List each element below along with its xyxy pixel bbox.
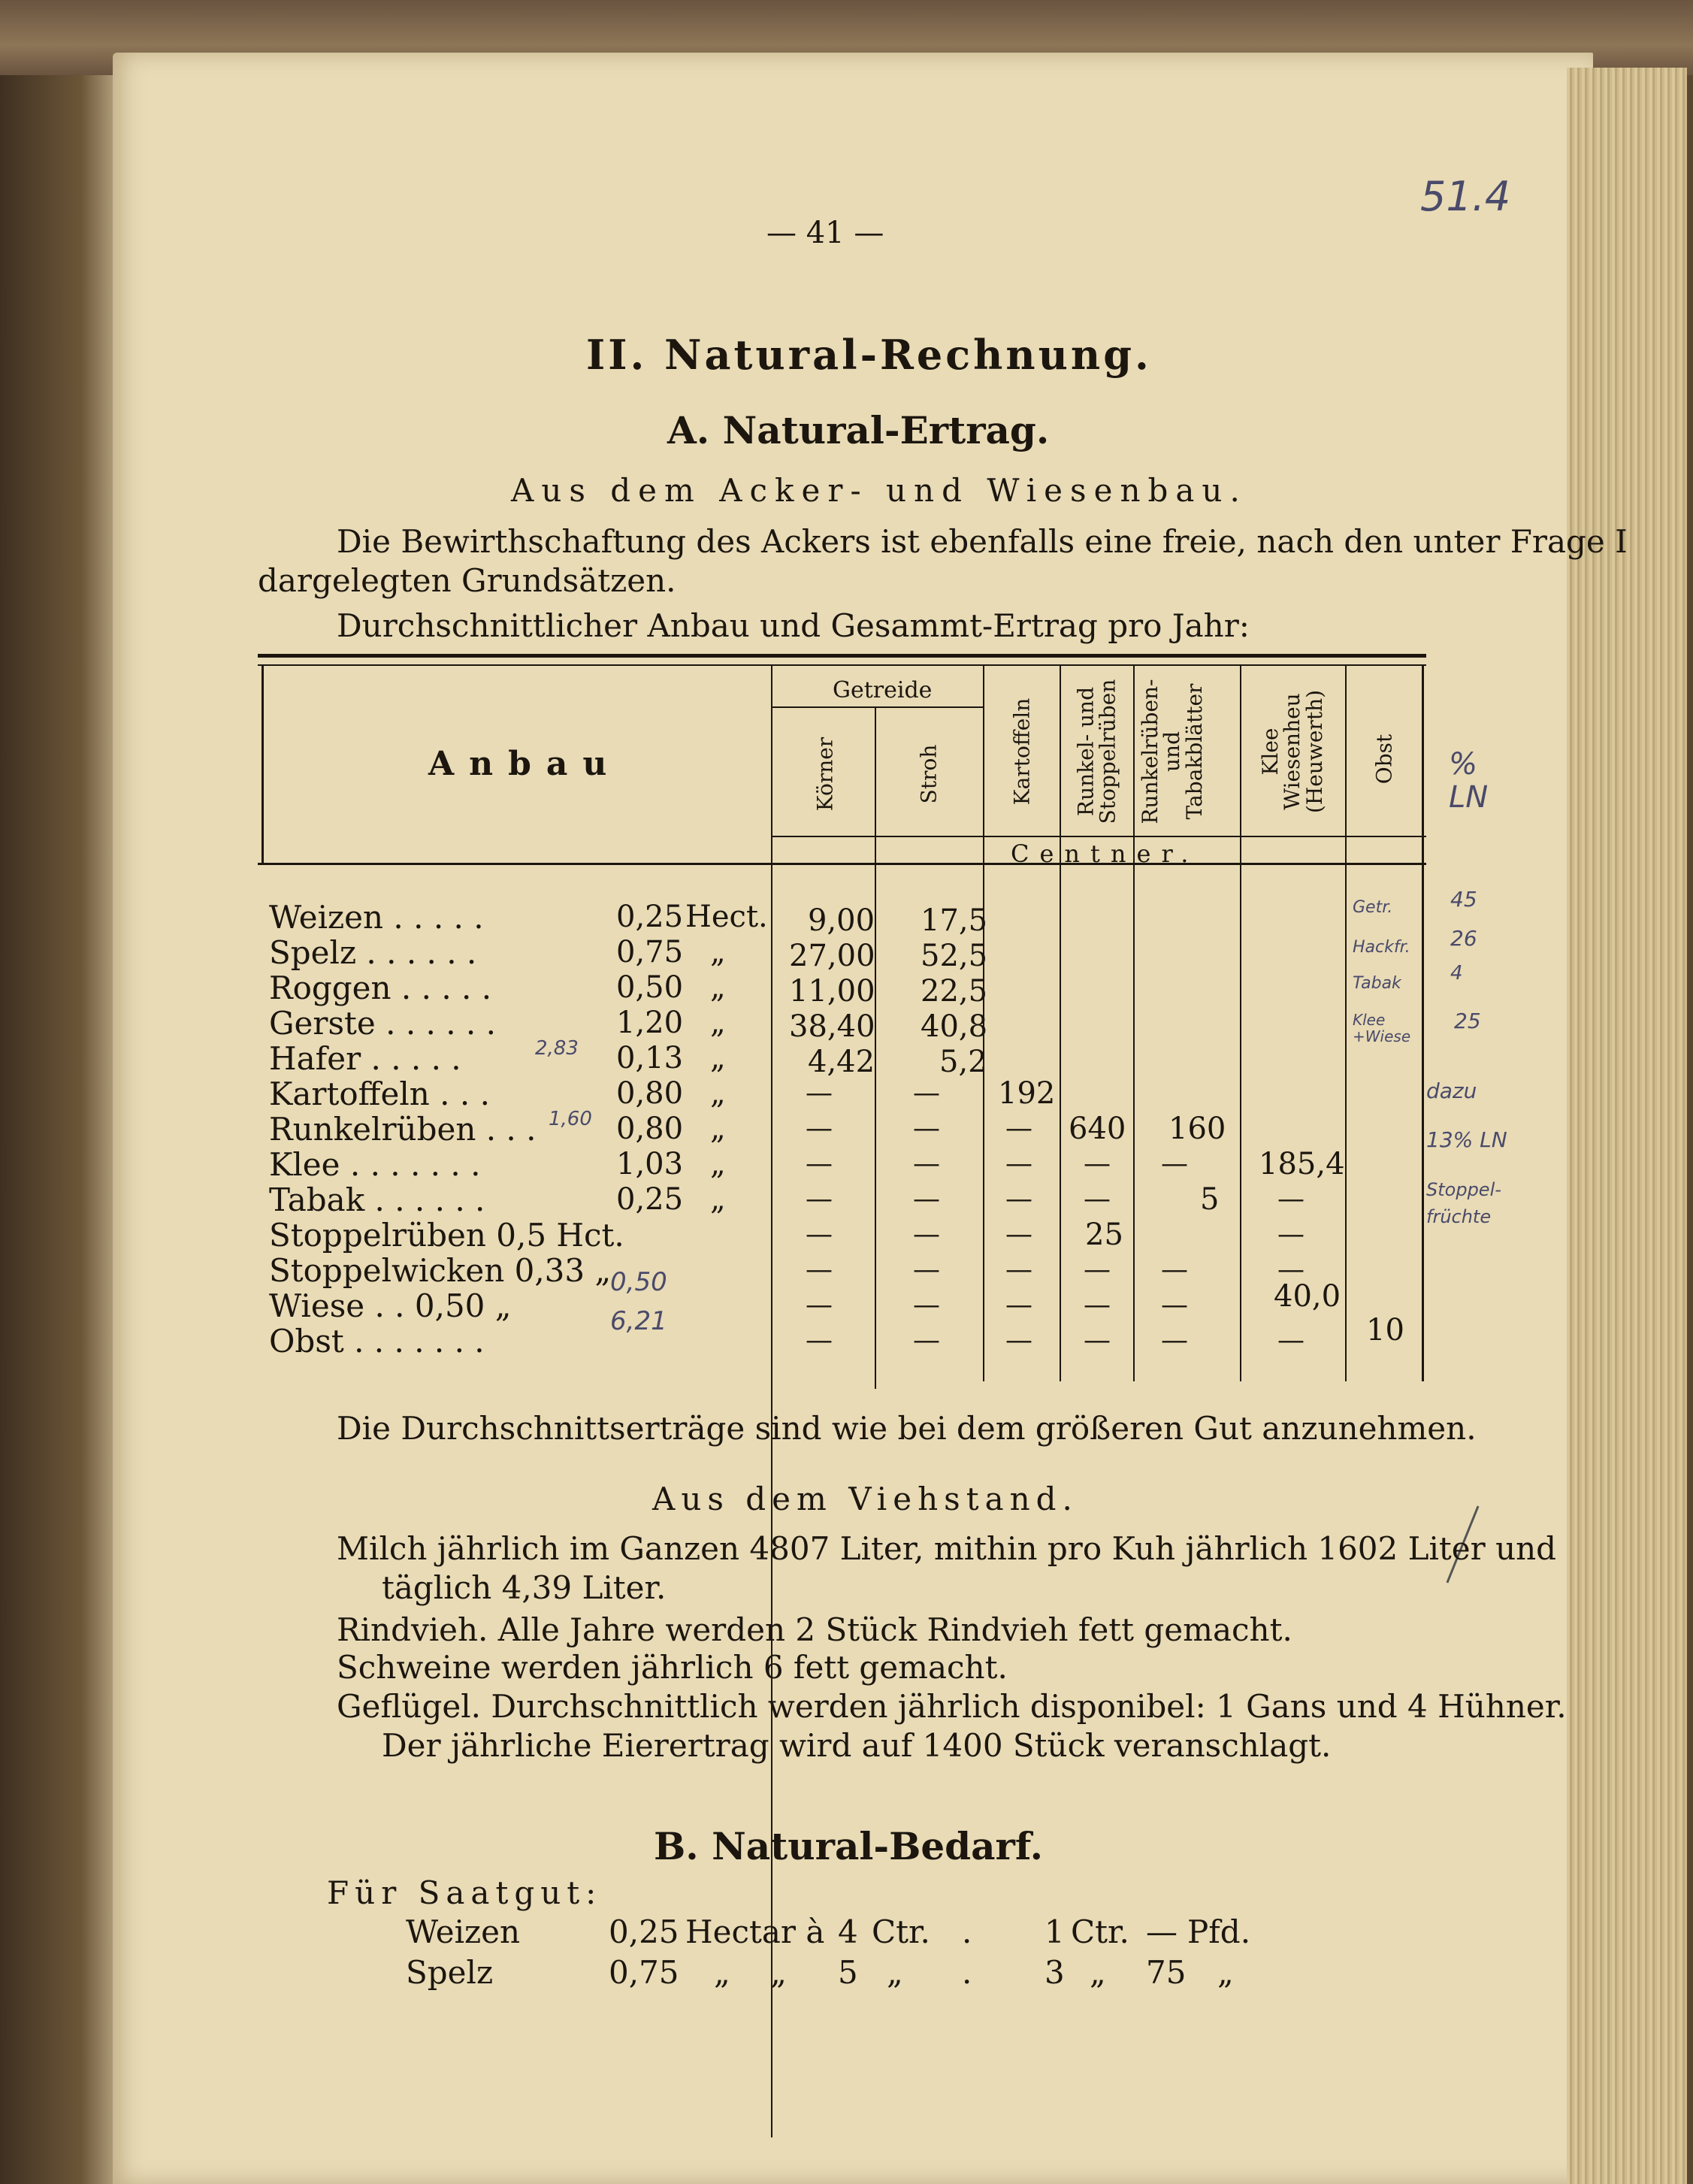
dash-cell: — — [1005, 1113, 1032, 1144]
vieh-line2: täglich 4,39 Liter. — [382, 1569, 667, 1606]
kartoffeln-cell: 192 — [998, 1076, 1056, 1111]
row-label: Weizen . . . . . — [269, 899, 484, 936]
dash-cell: — — [1277, 1184, 1305, 1215]
heading-b: B. Natural-Bedarf. — [654, 1824, 1044, 1868]
klee-cell: 40,0 — [1274, 1279, 1341, 1314]
note-getr: Getr. — [1353, 898, 1393, 917]
dash-cell: — — [913, 1254, 940, 1285]
vieh-line3: Rindvieh. Alle Jahre werden 2 Stück Rindvieh fett gemacht. — [337, 1611, 1292, 1648]
dash-cell: — — [1161, 1254, 1188, 1285]
dash-cell: — — [806, 1219, 833, 1250]
stroh-cell: 17,5 — [921, 903, 988, 938]
col-header-koerner: Körner — [812, 737, 838, 812]
dash-cell: — — [913, 1325, 940, 1356]
dash-cell: — — [806, 1290, 833, 1320]
dash-cell: — — [806, 1148, 833, 1179]
dash-cell: — — [913, 1219, 940, 1250]
handwritten-page-ref: 51.4 — [1420, 173, 1511, 220]
dash-cell: — — [1084, 1184, 1111, 1215]
row-label: Obst . . . . . . . — [269, 1323, 485, 1360]
stroh-cell: 52,5 — [921, 939, 988, 973]
subheading-vieh: Aus dem Viehstand. — [652, 1481, 1078, 1517]
para1-line2: dargelegten Grundsätzen. — [258, 562, 676, 599]
subheading-acker: Aus dem Acker- und Wiesenbau. — [511, 472, 1247, 509]
dash-cell: — — [1161, 1325, 1188, 1356]
saatgut-qty: 3 — [1045, 1954, 1065, 1991]
note-hafer-area: 2,83 — [535, 1037, 579, 1060]
unit-cell: „ — [710, 1182, 726, 1217]
note-klee-val: 25 — [1454, 1009, 1481, 1033]
saatgut-rate-unit: „ — [887, 1954, 903, 1991]
unit-cell: Hect. — [685, 900, 768, 934]
stroh-cell: 40,8 — [921, 1009, 988, 1044]
heading-main: II. Natural-Rechnung. — [586, 331, 1152, 379]
dash-cell: — — [1084, 1148, 1111, 1179]
area-cell: 0,80 — [616, 1076, 684, 1111]
dash-cell: — — [1005, 1290, 1032, 1320]
vieh-line4: Schweine werden jährlich 6 fett gemacht. — [337, 1649, 1008, 1686]
dash-cell: — — [1005, 1219, 1032, 1250]
dash-cell: — — [1084, 1254, 1111, 1285]
saatgut-pfd: 75 — [1146, 1954, 1187, 1991]
saatgut-name: Spelz — [406, 1954, 494, 1991]
saatgut-label: Für Saatgut: — [327, 1874, 603, 1911]
klee-cell: 185,4 — [1259, 1147, 1345, 1181]
col-header-stroh: Stroh — [916, 744, 942, 804]
blaetter-cell: 160 — [1168, 1112, 1226, 1146]
row-label: Klee . . . . . . . — [269, 1146, 481, 1183]
koerner-cell: 38,40 — [789, 1009, 875, 1044]
note-dazu: dazu — [1426, 1078, 1477, 1103]
row-label: Tabak . . . . . . — [269, 1181, 485, 1218]
dash-cell: — — [913, 1184, 940, 1215]
row-label: Spelz . . . . . . — [269, 934, 477, 971]
note-dazu-pct: 13% LN — [1426, 1127, 1507, 1152]
dash-cell: — — [806, 1113, 833, 1144]
koerner-cell: 27,00 — [789, 939, 875, 973]
saatgut-unit: „ „ — [714, 1954, 787, 1991]
stroh-cell: 22,5 — [921, 974, 988, 1009]
dash-cell: — — [806, 1325, 833, 1356]
unit-cell: „ — [710, 935, 726, 969]
vieh-line5: Geflügel. Durchschnittlich werden jährlich disponibel: 1 Gans und 4 Hühner. — [337, 1688, 1567, 1725]
note-pct-ln: % LN — [1449, 747, 1489, 815]
col-header-klee-wiesen: Klee Wiesenheu (Heuwerth) — [1257, 689, 1327, 814]
unit-cell: „ — [710, 970, 726, 1005]
dash-cell: — — [806, 1078, 833, 1109]
note-hackfr: Hackfr. — [1353, 938, 1410, 957]
note-hackfr-val: 26 — [1450, 926, 1477, 951]
col-header-obst: Obst — [1371, 734, 1397, 785]
saatgut-dot: . — [962, 1913, 972, 1950]
unit-cell: „ — [710, 1112, 726, 1146]
saatgut-pfd-unit: „ — [1217, 1954, 1234, 1991]
note-runkel-area: 1,60 — [549, 1108, 592, 1130]
saatgut-pfd: — — [1146, 1913, 1178, 1950]
note-tabak-val: 4 — [1450, 962, 1463, 985]
unit-cell: „ — [710, 1041, 726, 1075]
unit-row: Centner. — [1011, 839, 1199, 868]
para2: Durchschnittlicher Anbau und Gesammt-Ertrag pro Jahr: — [337, 607, 1250, 644]
koerner-cell: 11,00 — [789, 974, 875, 1009]
area-cell: 1,20 — [616, 1006, 684, 1040]
col-header-getreide: Getreide — [833, 677, 933, 703]
saatgut-unit: Hectar à — [685, 1913, 825, 1950]
dash-cell: — — [1005, 1325, 1032, 1356]
heading-a: A. Natural-Ertrag. — [667, 408, 1050, 452]
note-wiese: 0,50 — [610, 1267, 667, 1297]
unit-cell: „ — [710, 1147, 726, 1181]
note-stoppel: Stoppel- früchte — [1426, 1179, 1501, 1227]
row-label: Runkelrüben . . . — [269, 1111, 537, 1148]
saatgut-area: 0,25 — [609, 1913, 679, 1950]
note-tabak: Tabak — [1353, 974, 1401, 993]
note-klee: Klee +Wiese — [1353, 1011, 1411, 1045]
koerner-cell: 4,42 — [808, 1045, 875, 1079]
saatgut-qty-unit: Ctr. — [1071, 1913, 1129, 1950]
saatgut-dot: . — [962, 1954, 972, 1991]
row-label: Kartoffeln . . . — [269, 1075, 490, 1112]
dash-cell: — — [806, 1184, 833, 1215]
dash-cell: — — [913, 1113, 940, 1144]
saatgut-rate-unit: Ctr. — [872, 1913, 930, 1950]
area-cell: 0,50 — [616, 970, 684, 1005]
dash-cell: — — [1161, 1290, 1188, 1320]
para3: Die Durchschnittserträge sind wie bei dem größeren Gut anzunehmen. — [337, 1410, 1477, 1447]
row-label: Hafer . . . . . — [269, 1040, 461, 1077]
col-header-anbau: Anbau — [428, 745, 622, 783]
runkel-cell: 25 — [1085, 1218, 1123, 1252]
dash-cell: — — [1084, 1325, 1111, 1356]
area-cell: 0,80 — [616, 1112, 684, 1146]
dash-cell: — — [1277, 1254, 1305, 1285]
saatgut-qty: 1 — [1045, 1913, 1065, 1950]
row-label: Wiese . . 0,50 „ — [269, 1287, 512, 1324]
para1-line1: Die Bewirthschaftung des Ackers ist ebenfalls eine freie, nach den unter Frage I — [337, 523, 1628, 560]
stroh-cell: 5,2 — [939, 1045, 987, 1079]
area-cell: 1,03 — [616, 1147, 684, 1181]
dash-cell: — — [806, 1254, 833, 1285]
page-edges — [1567, 68, 1687, 2184]
saatgut-name: Weizen — [406, 1913, 521, 1950]
col-header-runkel-stoppel: Runkel- und Stoppelrüben — [1073, 679, 1120, 824]
vieh-line1: Milch jährlich im Ganzen 4807 Liter, mithin pro Kuh jährlich 1602 Liter und — [337, 1530, 1557, 1567]
saatgut-area: 0,75 — [609, 1954, 679, 1991]
col-header-kartoffeln: Kartoffeln — [1009, 697, 1035, 806]
dash-cell: — — [1277, 1219, 1305, 1250]
saatgut-pfd-unit: Pfd. — [1187, 1913, 1251, 1950]
area-cell: 0,75 — [616, 935, 684, 969]
col-header-blaetter: Runkelrüben- und Tabakblätter — [1137, 679, 1207, 824]
page-number: — 41 — — [766, 216, 884, 250]
dash-cell: — — [1161, 1148, 1188, 1179]
area-cell: 0,25 — [616, 1182, 684, 1217]
dash-cell: — — [1005, 1184, 1032, 1215]
dash-cell: — — [913, 1148, 940, 1179]
unit-cell: „ — [710, 1006, 726, 1040]
runkel-cell: 640 — [1069, 1112, 1126, 1146]
koerner-cell: 9,00 — [808, 903, 875, 938]
row-label: Stoppelwicken 0,33 „ — [269, 1252, 612, 1289]
vieh-line6: Der jährliche Eierertrag wird auf 1400 Stück veranschlagt. — [382, 1727, 1332, 1764]
note-getr-val: 45 — [1450, 887, 1477, 912]
blaetter-cell: 5 — [1200, 1182, 1220, 1217]
row-label: Gerste . . . . . . — [269, 1005, 496, 1042]
area-cell: 0,25 — [616, 900, 684, 934]
dash-cell: — — [1005, 1254, 1032, 1285]
saatgut-rate: 4 — [838, 1913, 858, 1950]
dash-cell: — — [1084, 1290, 1111, 1320]
dash-cell: — — [913, 1078, 940, 1109]
dash-cell: — — [1277, 1325, 1305, 1356]
note-total: 6,21 — [610, 1306, 667, 1336]
dash-cell: — — [913, 1290, 940, 1320]
area-cell: 0,13 — [616, 1041, 684, 1075]
saatgut-qty-unit: „ — [1090, 1954, 1106, 1991]
saatgut-rate: 5 — [838, 1954, 858, 1991]
unit-cell: „ — [710, 1076, 726, 1111]
row-label: Roggen . . . . . — [269, 969, 492, 1006]
row-label: Stoppelrüben 0,5 Hct. — [269, 1217, 624, 1254]
dash-cell: — — [1005, 1148, 1032, 1179]
obst-cell: 10 — [1366, 1313, 1404, 1348]
